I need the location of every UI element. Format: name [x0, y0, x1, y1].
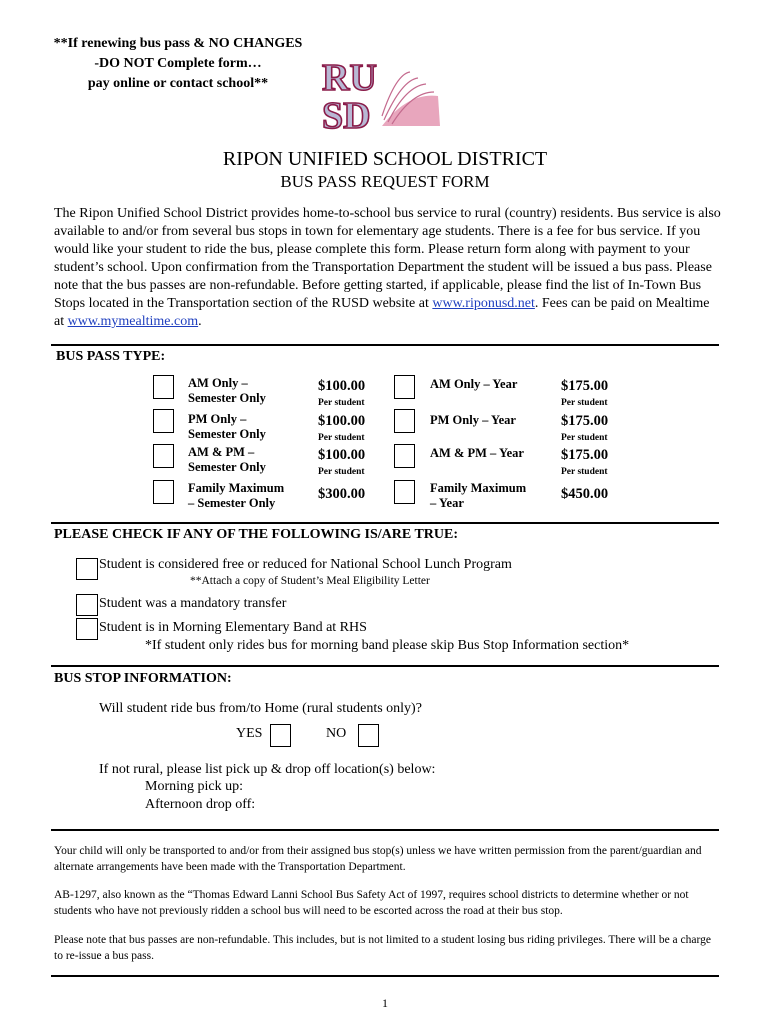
- am-year-checkbox[interactable]: [394, 375, 415, 399]
- intro-paragraph: [54, 205, 722, 331]
- section-divider: [51, 522, 719, 524]
- family-semester-price: $300.00: [318, 486, 366, 502]
- ab1297-note: AB-1297, also known as the “Thomas Edward Lanni School Bus Safety Act of 1997, requires school districts to determine whether or not students who have not previously ridden a school bus will need to be escorted across the road at their bus stop.: [54, 889, 689, 917]
- renewal-notice-line3: pay online or contact school**: [87, 76, 269, 91]
- family-year-label-line1: Family Maximum: [430, 481, 527, 495]
- pm-year-price: $175.00: [561, 413, 609, 429]
- meal-letter-note: **Attach a copy of Student’s Meal Eligibility Letter: [190, 575, 430, 587]
- pm-semester-checkbox[interactable]: [153, 409, 174, 433]
- am-semester-checkbox[interactable]: [153, 375, 174, 399]
- form-title: BUS PASS REQUEST FORM: [280, 172, 490, 191]
- renewal-notice-line2: -DO NOT Complete form…: [94, 56, 262, 71]
- pm-year-per: Per student: [561, 433, 608, 443]
- bus-pass-type-heading: BUS PASS TYPE:: [56, 349, 166, 364]
- yes-checkbox[interactable]: [270, 724, 291, 747]
- logo-text-bottom: SD: [322, 95, 371, 132]
- no-checkbox[interactable]: [358, 724, 379, 747]
- am-semester-label: [188, 376, 266, 406]
- family-semester-label-line2: – Semester Only: [188, 496, 276, 510]
- ampm-year-price: $175.00: [561, 447, 609, 463]
- section-divider: [51, 975, 719, 977]
- am-year-price: $175.00: [561, 378, 609, 394]
- family-semester-label-line1: Family Maximum: [188, 481, 285, 495]
- bus-stop-heading: BUS STOP INFORMATION:: [54, 671, 232, 686]
- ampm-semester-label-line2: Semester Only: [188, 460, 266, 474]
- section-divider: [51, 829, 719, 831]
- morning-band-note: *If student only rides bus for morning band please skip Bus Stop Information section*: [145, 638, 630, 653]
- rusd-logo: [318, 52, 448, 132]
- intro-text-before: The Ripon Unified School District provides home-to-school bus service to rural (country) residents. Bus service is also available to and/or from several bus stops in town for elementary age students. There is a fee for bus service. If you would like your student to ride the bus, please complete this form. Please return form along with payment to your student’s school. Upon confirmation from the Transportation Department the student will be issued a bus pass. Please note that the bus passes are non-refundable. Before getting started, if applicable, please find the list of In-Town Bus Stops located in the Transportation section of the RUSD website at: [54, 206, 721, 311]
- mandatory-transfer-label: Student was a mandatory transfer: [99, 596, 287, 611]
- pm-semester-per: Per student: [318, 433, 365, 443]
- ampm-semester-checkbox[interactable]: [153, 444, 174, 468]
- morning-pickup-label: Morning pick up:: [145, 779, 243, 794]
- no-label: NO: [326, 726, 347, 741]
- pm-year-label: PM Only – Year: [430, 413, 516, 427]
- mymealtime-link[interactable]: www.mymealtime.com: [67, 314, 199, 329]
- check-section-heading: PLEASE CHECK IF ANY OF THE FOLLOWING IS/ARE TRUE:: [54, 527, 458, 542]
- page-number: 1: [382, 996, 388, 1010]
- yes-label: YES: [236, 726, 263, 741]
- ampm-year-per: Per student: [561, 467, 608, 477]
- family-year-label: [430, 481, 526, 511]
- ampm-semester-price: $100.00: [318, 447, 366, 463]
- am-semester-label-line2: Semester Only: [188, 391, 266, 405]
- pm-year-checkbox[interactable]: [394, 409, 415, 433]
- section-divider: [51, 665, 719, 667]
- renewal-notice: [0, 34, 356, 94]
- family-semester-label: [188, 481, 284, 511]
- am-year-per: Per student: [561, 398, 608, 408]
- family-semester-checkbox[interactable]: [153, 480, 174, 504]
- ampm-semester-label: [188, 445, 266, 475]
- logo-text-top: RU: [322, 57, 377, 99]
- family-year-checkbox[interactable]: [394, 480, 415, 504]
- morning-band-label: Student is in Morning Elementary Band at RHS: [99, 620, 367, 635]
- pm-semester-label: [188, 412, 266, 442]
- rural-question: Will student ride bus from/to Home (rural students only)?: [99, 701, 422, 716]
- mandatory-transfer-checkbox[interactable]: [76, 594, 98, 616]
- ampm-year-label: AM & PM – Year: [430, 446, 524, 460]
- district-name: RIPON UNIFIED SCHOOL DISTRICT: [222, 148, 548, 170]
- pm-semester-label-line1: PM Only –: [188, 412, 247, 426]
- ampm-year-checkbox[interactable]: [394, 444, 415, 468]
- am-semester-per: Per student: [318, 398, 365, 408]
- afternoon-dropoff-label: Afternoon drop off:: [145, 797, 256, 812]
- morning-band-checkbox[interactable]: [76, 618, 98, 640]
- am-semester-price: $100.00: [318, 378, 366, 394]
- section-divider: [51, 344, 719, 346]
- ampm-semester-label-line1: AM & PM –: [188, 445, 255, 459]
- transport-policy-note: Your child will only be transported to and/or from their assigned bus stop(s) unless we have written permission from the parent/guardian and alternate arrangements have been made with the Transportation Department.: [54, 845, 702, 873]
- free-reduced-lunch-checkbox[interactable]: [76, 558, 98, 580]
- ampm-semester-per: Per student: [318, 467, 365, 477]
- renewal-notice-line1: **If renewing bus pass & NO CHANGES: [53, 36, 303, 51]
- family-year-price: $450.00: [561, 486, 609, 502]
- am-semester-label-line1: AM Only –: [188, 376, 248, 390]
- am-year-label: AM Only – Year: [430, 377, 518, 391]
- pm-semester-price: $100.00: [318, 413, 366, 429]
- nonrural-instruction: If not rural, please list pick up & drop off location(s) below:: [99, 762, 436, 777]
- non-refundable-note: Please note that bus passes are non-refundable. This includes, but is not limited to a student losing bus riding privileges. There will be a charge to re-issue a bus pass.: [54, 934, 711, 962]
- family-year-label-line2: – Year: [430, 496, 464, 510]
- intro-text-middle: . Fees can be paid on Mealtime at: [54, 296, 710, 329]
- pm-semester-label-line2: Semester Only: [188, 427, 266, 441]
- riponusd-link[interactable]: www.riponusd.net: [432, 296, 535, 311]
- free-reduced-lunch-label: Student is considered free or reduced for National School Lunch Program: [99, 557, 512, 572]
- intro-text-after: .: [198, 314, 202, 329]
